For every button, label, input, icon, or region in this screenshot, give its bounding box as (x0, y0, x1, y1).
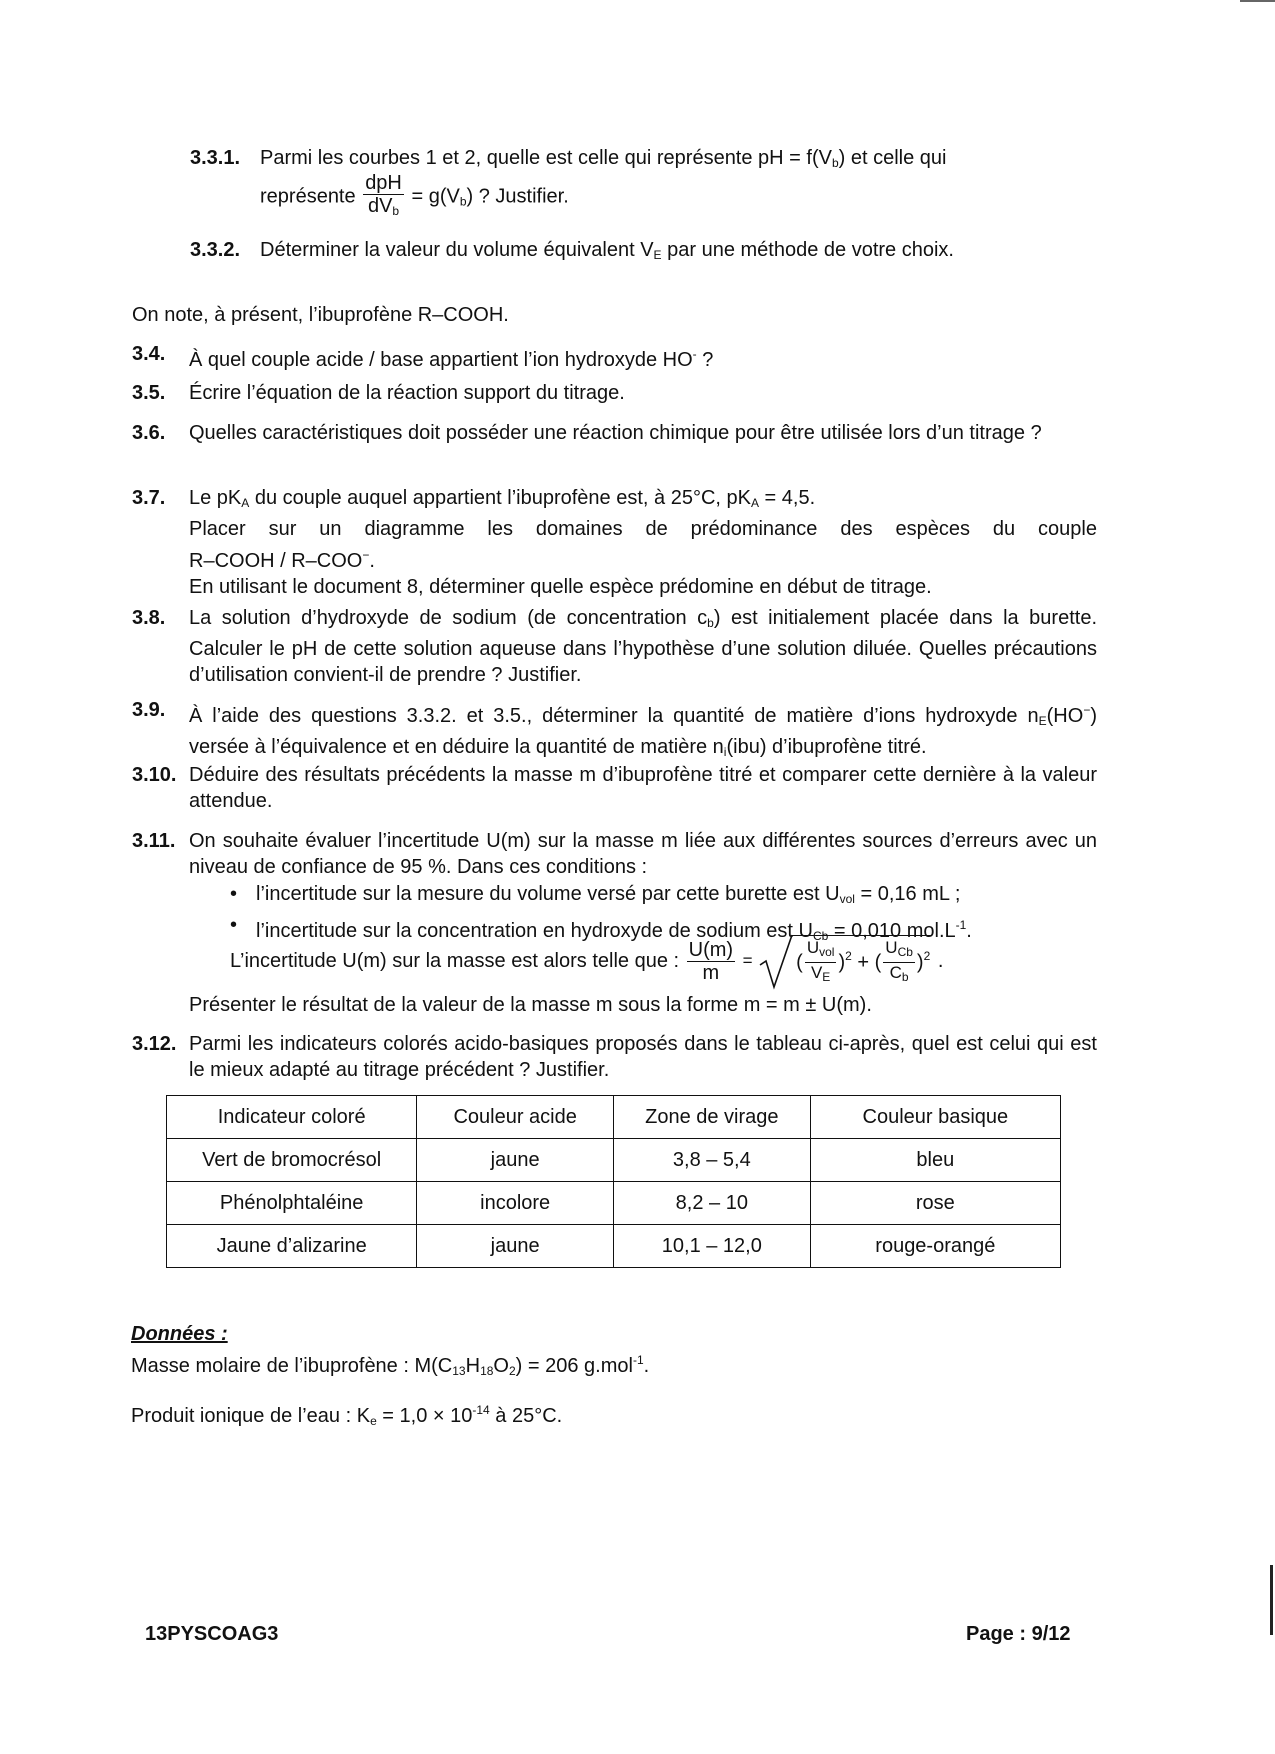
mm-c: . (643, 1355, 650, 1377)
question-3-3-2 (260, 237, 1097, 268)
t1n: U (806, 938, 820, 957)
term2-fraction (883, 938, 915, 987)
t1d: V (810, 963, 823, 982)
table-cell: incolore (417, 1182, 614, 1225)
q37-l1sub2: A (750, 496, 759, 510)
um-over-m-fraction (687, 939, 735, 984)
fraction-denominator (363, 195, 404, 222)
question-3-3-1-line2 (260, 172, 1097, 222)
q37-l1c: = 4,5. (758, 487, 816, 509)
table-row (167, 1182, 1061, 1225)
q34-text: À quel couple acide / base appartient l’ion hydroxyde HO (189, 349, 693, 371)
q331-text: Parmi les courbes 1 et 2, quelle est celle qui représente pH = f(V (260, 147, 832, 169)
radical-sign-icon (758, 931, 794, 991)
q331-g: = g(V (411, 185, 460, 208)
t2dsub: b (901, 970, 909, 984)
table-cell: 10,1 – 12,0 (613, 1225, 810, 1268)
table-cell: bleu (810, 1139, 1060, 1182)
frac-den-text: dV (367, 195, 393, 217)
q37-l1a: Le pK (189, 487, 242, 509)
ke-sup: -14 (472, 1403, 490, 1417)
term2-den (883, 963, 915, 987)
table-header: Couleur basique (810, 1096, 1060, 1139)
table-cell: rouge-orangé (810, 1225, 1060, 1268)
question-3-7 (189, 485, 1097, 600)
formula-denominator: m (702, 961, 720, 984)
question-number-3-12: 3.12. (132, 1033, 177, 1055)
question-number-3-3-2: 3.3.2. (190, 239, 241, 261)
question-3-12: Parmi les indicateurs colorés acido-basiques proposés dans le tableau ci-après, quel est celui qui est le mieux adapté au titrage précédent ? Justifier. (189, 1033, 1097, 1081)
table-row (167, 1139, 1061, 1182)
formula-numerator: U(m) (688, 938, 734, 961)
fraction-numerator: dpH (365, 172, 402, 194)
mm-h: H (465, 1355, 481, 1377)
q34-sup: - (692, 347, 697, 361)
indicators-table (166, 1095, 1061, 1268)
question-3-4 (189, 341, 1097, 373)
table-cell: 8,2 – 10 (613, 1182, 810, 1225)
mm-sup: -1 (632, 1353, 644, 1367)
question-3-11-present: Présenter le résultat de la valeur de la masse m sous la forme m = m ± U(m). (189, 994, 872, 1016)
b2c: . (966, 920, 972, 942)
q39-d: (ibu) d’ibuprofène titré. (726, 736, 927, 758)
question-number-3-4: 3.4. (132, 343, 166, 365)
footer-page-number: Page : 9/12 (966, 1623, 1071, 1645)
q331-sub: b (831, 156, 839, 170)
mm-b: ) = 206 g.mol (515, 1355, 633, 1377)
mm-s13: 13 (452, 1364, 466, 1378)
formula-lead: L’incertitude U(m) sur la masse est alors telle que : (230, 950, 680, 972)
question-number-3-9: 3.9. (132, 699, 166, 721)
q38-b: ) est initialement placée dans la burette. Calculer le pH de cette solution aqueuse dans l’hypothèse d’une solution diluée. Quelles précautions d’utilisation convient-il de prendre ? Justifier. (189, 607, 1097, 686)
uncertainty-formula (230, 935, 1100, 991)
q37-l3end: . (369, 550, 375, 572)
q37-l3: R–COOH / R–COO (189, 550, 363, 572)
question-number-3-11: 3.11. (132, 830, 176, 852)
question-3-11-intro: On souhaite évaluer l’incertitude U(m) sur la masse m liée aux différentes sources d’erreurs avec un niveau de confiance de 95 %. Dans ces conditions : (189, 830, 1097, 878)
ke-sub: e (370, 1414, 377, 1428)
radicand: ( $\frac{U_{vol}}{V_E}$ )$^2$ + ( $\frac{U_{Cb}}{C_b}$ )$^2$ (792, 935, 932, 987)
q37-line1 (189, 485, 1097, 516)
square-2: 2 (923, 948, 931, 963)
term1-den (805, 963, 837, 987)
q39-c: ) versée à l’équivalence et en déduire la quantité de matière n (189, 705, 1097, 758)
formula-plus: + (857, 951, 870, 974)
term1-fraction (805, 938, 837, 987)
question-3-10: Déduire des résultats précédents la masse m d’ibuprofène titré et comparer cette dernière à la valeur attendue. (189, 764, 1097, 812)
q39-b: (HO (1046, 705, 1084, 727)
question-number-3-10: 3.10. (132, 764, 177, 786)
scan-edge-mark (1270, 1565, 1273, 1635)
q332-text-end: par une méthode de votre choix. (667, 239, 954, 261)
scan-edge-mark (1240, 0, 1275, 2)
table-header: Zone de virage (613, 1096, 810, 1139)
table-cell: 3,8 – 5,4 (613, 1139, 810, 1182)
mm-a: Masse molaire de l’ibuprofène : M(C (131, 1355, 453, 1377)
table-cell: Jaune d’alizarine (167, 1225, 417, 1268)
mm-s18: 18 (480, 1364, 494, 1378)
question-number-3-7: 3.7. (132, 487, 166, 509)
q331-text-end: ) et celle qui (838, 147, 947, 169)
q37-line4: En utilisant le document 8, déterminer quelle espèce prédomine en début de titrage. (189, 576, 932, 598)
q39-a: À l’aide des questions 3.3.2. et 3.5., déterminer la quantité de matière d’ions hydroxyde n (189, 705, 1039, 727)
table-header: Indicateur coloré (167, 1096, 417, 1139)
q37-line2: Placer sur un diagramme les domaines de prédominance des espèces du couple (189, 518, 1097, 540)
table-cell: Vert de bromocrésol (167, 1139, 417, 1182)
ke-b: = 1,0 × 10 (376, 1405, 473, 1427)
dph-dvb-fraction (363, 172, 404, 222)
q38-a: La solution d’hydroxyde de sodium (de concentration c (189, 607, 708, 629)
t1dsub: E (822, 970, 831, 984)
square-1: 2 (845, 948, 852, 963)
question-3-5: Écrire l’équation de la réaction support du titrage. (189, 382, 625, 404)
t1nsub: vol (819, 945, 835, 959)
question-3-9 (189, 697, 1097, 765)
b2b: = 0,010 mol.L (828, 920, 956, 942)
q332-text: Déterminer la valeur du volume équivalent V (260, 239, 654, 261)
mm-o: O (493, 1355, 509, 1377)
question-number-3-8: 3.8. (132, 607, 166, 629)
table-cell: jaune (417, 1139, 614, 1182)
ke-c: à 25°C. (489, 1405, 563, 1427)
footer-code: 13PYSCOAG3 (145, 1623, 279, 1645)
term1-num (805, 938, 837, 963)
q39-sub1: E (1038, 714, 1047, 728)
table-header-row (167, 1096, 1061, 1139)
q37-l1sub: A (241, 496, 250, 510)
q39-sub2: i (723, 745, 727, 759)
b2a: l’incertitude sur la concentration en hydroxyde de sodium est U (256, 920, 813, 942)
q38-sub: b (707, 616, 714, 630)
q37-line3 (189, 542, 1097, 574)
ke-a: Produit ionique de l’eau : K (131, 1405, 371, 1427)
t2nsub: Cb (897, 945, 913, 959)
term2-num (883, 938, 915, 963)
question-number-3-6: 3.6. (132, 422, 166, 444)
table-cell: Phénolphtaléine (167, 1182, 417, 1225)
q331-g-sub: b (459, 194, 467, 209)
note-ibuprofene: On note, à présent, l’ibuprofène R–COOH. (132, 304, 509, 326)
question-number-3-5: 3.5. (132, 382, 166, 404)
ionic-product (131, 1397, 562, 1434)
square-root (758, 935, 932, 987)
question-3-8 (189, 605, 1097, 688)
q331-represente: représente (260, 185, 356, 208)
formula-end: . (937, 950, 944, 972)
formula-equals: = (742, 951, 753, 970)
molar-mass (131, 1347, 649, 1384)
question-number-3-3-1: 3.3.1. (190, 147, 241, 169)
q39-sup1: − (1083, 703, 1091, 717)
mm-s2: 2 (508, 1364, 516, 1378)
table-row (167, 1225, 1061, 1268)
bullet-volume (220, 881, 1097, 912)
q332-sub: E (653, 248, 662, 262)
frac-den-sub: b (392, 204, 400, 218)
b2sup: -1 (955, 918, 967, 932)
t2n: U (885, 938, 898, 957)
q331-justifier: ) ? Justifier. (466, 185, 569, 208)
q34-end: ? (696, 349, 714, 371)
q37-l3sup: − (362, 548, 370, 562)
b1sub: vol (839, 892, 855, 906)
b1a: l’incertitude sur la mesure du volume versé par cette burette est U (256, 883, 840, 905)
b2sub: Cb (812, 929, 829, 943)
b1b: = 0,16 mL ; (854, 883, 961, 905)
t2d: C (889, 963, 902, 982)
donnees-title: Données : (131, 1323, 228, 1345)
table-header: Couleur acide (417, 1096, 614, 1139)
table-cell: rose (810, 1182, 1060, 1225)
question-3-6: Quelles caractéristiques doit posséder une réaction chimique pour être utilisée lors d’un titrage ? (189, 422, 1042, 444)
table-cell: jaune (417, 1225, 614, 1268)
q37-l1b: du couple auquel appartient l’ibuprofène est, à 25°C, pK (249, 487, 751, 509)
